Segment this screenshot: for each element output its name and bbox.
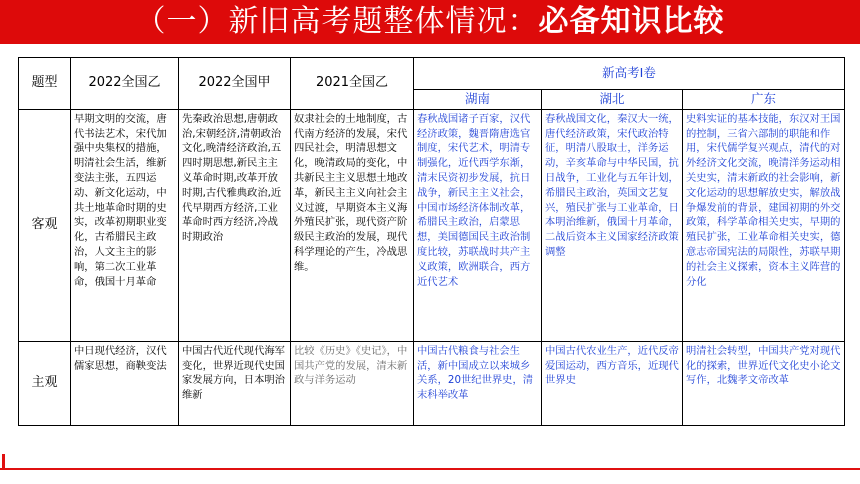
header-row — [19, 58, 845, 90]
header-2022-quanguo-yi: 2022全国乙 — [71, 58, 179, 110]
page-title — [0, 0, 860, 44]
cell-subjective-hunan: 中国古代粮食与社会生活，新中国成立以来城乡关系，20世纪世界史，清末科举改革 — [414, 341, 542, 425]
cell-objective-col1: 早期文明的交流，唐代书法艺术，宋代加强中央集权的措施，明清社会生活，维新变法主张，五四运动、新文化运动，中共土地革命时期的史实，改革初期职业变化，古希腊民主政治，人文主主的影响，第二次工业革命，俄国十月革命 — [71, 109, 179, 341]
cell-objective-hunan: 春秋战国诸子百家，汉代经济政策，魏晋隋唐选官制度，宋代艺术，明清专制强化，近代西学东渐，清末民资初步发展，抗日战争，新民主主义社会，中国市场经济体制改革，希腊民主政治，启蒙思想，美国德国民主政治制度比较，苏联战时共产主义政策，欧洲联合，西方近代艺术 — [414, 109, 542, 341]
cell-subjective-col3: 比较《历史》《史记》，中国共产党的发展，清末新政与洋务运动 — [291, 341, 414, 425]
bottom-tick — [2, 454, 5, 470]
cell-objective-col2: 先秦政治思想,唐朝政治,宋朝经济,清朝政治文化,晚清经济政治,五四时期思想,新民主主义革命时期,改革开放时期,古代雅典政治,近代早期西方经济,工业革命时西方经济,冷战时期政治 — [179, 109, 291, 341]
cell-objective-hubei: 春秋战国文化，秦汉大一统，唐代经济政策，宋代政治特征，明清八股取士，洋务运动，辛亥革命与中华民国，抗日战争，工业化与五年计划，希腊民主政治，英国文艺复兴，殖民扩张与工业革命，日本明治维新，俄国十月革命，二战后资本主义国家经济政策调整 — [542, 109, 683, 341]
header-2022-quanguo-jia: 2022全国甲 — [179, 58, 291, 110]
table-row-objective — [19, 109, 845, 341]
cell-subjective-hubei: 中国古代农业生产，近代反帝爱国运动，西方音乐，近现代世界史 — [542, 341, 683, 425]
row-label-subjective: 主观 — [19, 341, 71, 425]
title-prefix: （一）新旧高考题整体情况： — [135, 4, 539, 39]
header-2021-quanguo-yi: 2021全国乙 — [291, 58, 414, 110]
header-new-exam-group: 新高考Ⅰ卷 — [414, 58, 845, 90]
cell-objective-col3: 奴隶社会的土地制度，古代南方经济的发展，宋代四民社会，明清思想文化，晚清政局的变化，中共新民主主义思想土地改革，新民主主义向社会主义过渡，早期资本主义海外殖民扩张，现代资产阶级民主政治的发展，现代科学理论的产生，冷战思维。 — [291, 109, 414, 341]
cell-subjective-col2: 中国古代近代现代海军变化，世界近现代史国家发展方向，日本明治维新 — [179, 341, 291, 425]
bottom-decoration — [0, 454, 860, 484]
cell-subjective-col1: 中日现代经济，汉代儒家思想，商鞅变法 — [71, 341, 179, 425]
cell-subjective-guangdong: 明清社会转型，中国共产党对现代化的探索，世界近代文化史小论文写作，北魏孝文帝改革 — [683, 341, 845, 425]
header-hunan: 湖南 — [414, 90, 542, 110]
comparison-table — [18, 57, 845, 426]
bottom-line — [0, 468, 860, 470]
row-label-objective: 客观 — [19, 109, 71, 341]
header-hubei: 湖北 — [542, 90, 683, 110]
title-emphasis: 必备知识比较 — [538, 4, 725, 39]
header-guangdong: 广东 — [683, 90, 845, 110]
header-type: 题型 — [19, 58, 71, 110]
table-row-subjective — [19, 341, 845, 425]
cell-objective-guangdong: 史料实证的基本技能，东汉对王国的控制，三省六部制的职能和作用，宋代儒学复兴观点，清代的对外经济文化交流，晚清洋务运动相关史实，清末新政的社会影响，新文化运动的思想解放史实，解放战争爆发前的背景，建国初期的外交政策，科学革命相关史实，早期的殖民扩张，工业革命相关史实，德意志帝国宪法的局限性，苏联早期的社会主义探索，资本主义阵营的分化 — [683, 109, 845, 341]
